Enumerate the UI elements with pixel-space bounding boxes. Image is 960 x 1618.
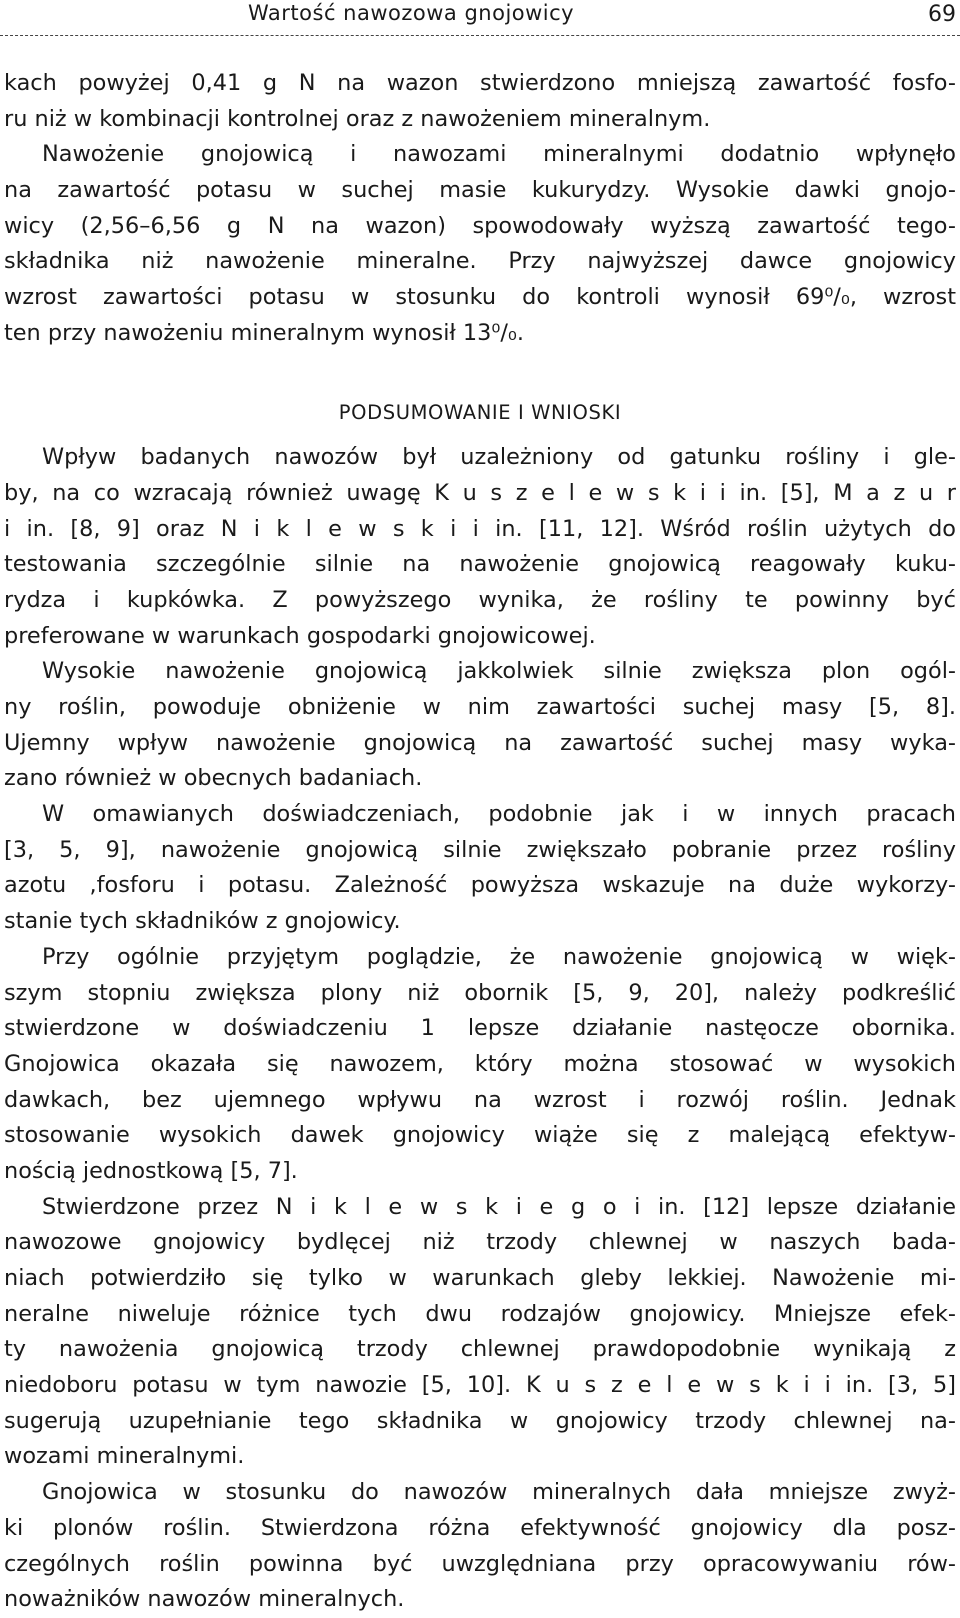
body-text [4, 66, 956, 1618]
text-line: ten przy nawożeniu mineralnym wynosił 13⁰/₀. [4, 319, 525, 346]
text-line: Wysokie nawożenie gnojowicą jakkolwiek silnie zwiększa plon ogól- [42, 658, 956, 685]
text-line: wozami mineralnymi. [4, 1443, 245, 1470]
text-line: Gnojowica okazała się nawozem, który można stosować w wysokich [4, 1050, 956, 1077]
text-line: ty nawożenia gnojowicą trzody chlewnej prawdopodobnie wynikają z [4, 1336, 956, 1363]
paragraph [4, 1475, 956, 1618]
text-line: nawozowe gnojowicy bydlęcej niż trzody chlewnej w naszych bada- [4, 1229, 956, 1256]
page-header [0, 0, 960, 36]
text-line: ny roślin, powoduje obniżenie w nim zawartości suchej masy [5, 8]. [4, 694, 956, 720]
text-line: składnika niż nawożenie mineralne. Przy najwyższej dawce gnojowicy [4, 248, 956, 275]
paragraph [4, 797, 956, 940]
text-line: Ujemny wpływ nawożenie gnojowicą na zawartość suchej masy wyka- [4, 729, 956, 756]
text-line: testowania szczególnie silnie na nawożenie gnojowicą reagowały kuku- [4, 551, 956, 578]
text-line: W omawianych doświadczeniach, podobnie jak i w innych pracach [42, 801, 956, 828]
text-line: ru niż w kombinacji kontrolnej oraz z nawożeniem mineralnym. [4, 105, 711, 132]
text-line: sugerują uzupełnianie tego składnika w gnojowicy trzody chlewnej na- [4, 1407, 956, 1434]
paragraph [4, 137, 956, 351]
text-line: stanie tych składników z gnojowicy. [4, 908, 401, 935]
paragraph [4, 654, 956, 797]
text-line: Przy ogólnie przyjętym poglądzie, że nawożenie gnojowicą w więk- [42, 943, 956, 970]
text-line: ki plonów roślin. Stwierdzona różna efektywność gnojowicy dla posz- [4, 1514, 956, 1541]
text-line: czególnych roślin powinna być uwzględniana przy opracowywaniu rów- [4, 1550, 956, 1577]
section-heading: PODSUMOWANIE I WNIOSKI [338, 400, 622, 424]
running-title: Wartość nawozowa gnojowicy [248, 1, 575, 25]
paragraphs-after [4, 440, 956, 1618]
text-line: by, na co wzracają również uwagę K u s z e l e w s k i i in. [5], M a z u r [4, 479, 956, 506]
text-line: Nawożenie gnojowicą i nawozami mineralnymi dodatnio wpłynęło [42, 141, 956, 168]
text-line: wzrost zawartości potasu w stosunku do kontroli wynosił 69⁰/₀, wzrost [4, 284, 956, 311]
text-line: nością jednostkową [5, 7]. [4, 1157, 298, 1184]
text-line: Wpływ badanych nawozów był uzależniony od gatunku rośliny i gle- [42, 444, 956, 471]
text-line: na zawartość potasu w suchej masie kukurydzy. Wysokie dawki gnojo- [4, 177, 956, 204]
text-line: Gnojowica w stosunku do nawozów mineralnych dała mniejsze zwyż- [42, 1479, 956, 1506]
text-line: niach potwierdziło się tylko w warunkach gleby lekkiej. Nawożenie mi- [4, 1265, 956, 1291]
text-line: zano również w obecnych badaniach. [4, 765, 423, 792]
text-line: stosowanie wysokich dawek gnojowicy wiąże się z malejącą efektyw- [4, 1122, 956, 1149]
text-line: noważników nawozów mineralnych. [4, 1586, 405, 1613]
text-line: niedoboru potasu w tym nawozie [5, 10]. K u s z e l e w s k i i in. [3, 5] [4, 1372, 956, 1399]
text-line: [3, 5, 9], nawożenie gnojowicą silnie zwiększało pobranie przez rośliny [4, 836, 956, 863]
text-line: dawkach, bez ujemnego wpływu na wzrost i rozwój roślin. Jednak [4, 1086, 956, 1113]
text-line: preferowane w warunkach gospodarki gnojowicowej. [4, 622, 596, 649]
text-line: Stwierdzone przez N i k l e w s k i e g o i in. [12] lepsze działanie [42, 1193, 956, 1220]
paragraphs-before [4, 66, 956, 352]
text-line: neralne niweluje różnice tych dwu rodzajów gnojowicy. Mniejsze efek- [4, 1300, 956, 1327]
paragraph [4, 940, 956, 1190]
text-line: i in. [8, 9] oraz N i k l e w s k i i in. [11, 12]. Wśród roślin użytych do [4, 515, 956, 542]
text-line: rydza i kupkówka. Z powyższego wynika, że rośliny te powinny być [4, 586, 956, 613]
text-line: stwierdzone w doświadczeniu 1 lepsze działanie nastęocze obornika. [4, 1015, 956, 1042]
header-rule [0, 35, 960, 36]
text-line: kach powyżej 0,41 g N na wazon stwierdzono mniejszą zawartość fosfo- [4, 70, 956, 96]
text-line: azotu ,fosforu i potasu. Zależność powyższa wskazuje na duże wykorzy- [4, 872, 956, 899]
page-number: 69 [928, 2, 956, 27]
text-line: wicy (2,56–6,56 g N na wazon) spowodowały wyższą zawartość tego- [4, 212, 956, 239]
paragraph [4, 1190, 956, 1476]
text-line: szym stopniu zwiększa plony niż obornik [5, 9, 20], należy podkreślić [4, 979, 956, 1006]
paragraph [4, 66, 956, 137]
paragraph [4, 440, 956, 654]
